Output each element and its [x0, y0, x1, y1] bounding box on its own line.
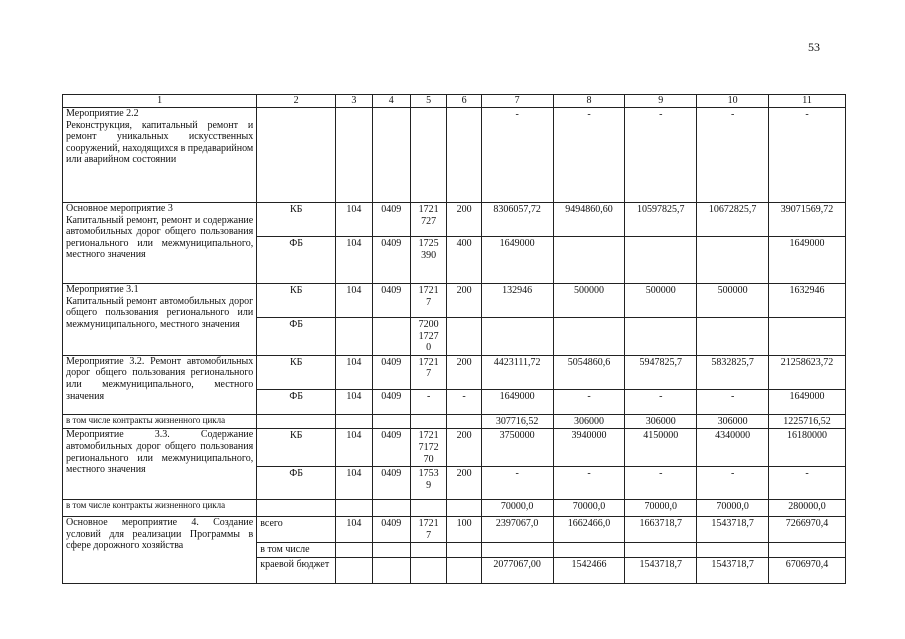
funding-source	[257, 500, 336, 517]
table-row	[63, 284, 846, 318]
cell-grbs: 104	[336, 429, 372, 467]
csr-part: 390	[421, 249, 437, 261]
cell-csr	[410, 318, 446, 356]
funding-source: ФБ	[257, 318, 336, 356]
cell-v9: 10597825,7	[625, 203, 697, 237]
cell-v10: 1543718,7	[697, 517, 769, 543]
funding-source: ФБ	[257, 389, 336, 414]
cell-rz	[372, 558, 410, 584]
cell-v11: 1649000	[769, 389, 846, 414]
cell-rz	[372, 543, 410, 558]
header-cell-3: 3	[336, 95, 372, 108]
cell-csr	[410, 108, 446, 203]
csr-part: 1725	[418, 238, 439, 249]
table-row	[63, 414, 846, 429]
cell-grbs	[336, 318, 372, 356]
cell-vr: 200	[447, 284, 481, 318]
csr-part: 1721	[418, 285, 439, 296]
cell-grbs: 104	[336, 237, 372, 284]
cell-v10: 70000,0	[697, 500, 769, 517]
cell-v8: 9494860,60	[553, 203, 625, 237]
header-cell-6: 6	[447, 95, 481, 108]
cell-v9: 1543718,7	[625, 558, 697, 584]
cell-v9: -	[625, 108, 697, 203]
cell-grbs	[336, 108, 372, 203]
csr-part: 7	[426, 296, 432, 308]
header-cell-8: 8	[553, 95, 625, 108]
cell-csr	[410, 203, 446, 237]
header-cell-5: 5	[410, 95, 446, 108]
cell-v11	[769, 318, 846, 356]
row-name: Мероприятие 3.1 Капитальный ремонт автомобильных дорог общего пользования регионального или межмуниципального, местного значения	[63, 284, 257, 356]
cell-grbs	[336, 500, 372, 517]
budget-table	[62, 94, 846, 584]
funding-source: ФБ	[257, 467, 336, 500]
cell-v8: -	[553, 108, 625, 203]
funding-source: КБ	[257, 429, 336, 467]
cell-vr: 200	[447, 355, 481, 389]
cell-csr	[410, 429, 446, 467]
funding-source: КБ	[257, 355, 336, 389]
cell-csr	[410, 355, 446, 389]
cell-v10: -	[697, 467, 769, 500]
cell-v9: 306000	[625, 414, 697, 429]
cell-csr	[410, 237, 446, 284]
cell-v8: -	[553, 467, 625, 500]
cell-csr	[410, 467, 446, 500]
cell-v10	[697, 237, 769, 284]
cell-csr	[410, 414, 446, 429]
csr-part: 7172	[418, 441, 439, 453]
cell-csr	[410, 543, 446, 558]
cell-grbs: 104	[336, 467, 372, 500]
table-row	[63, 517, 846, 543]
cell-v7: 8306057,72	[481, 203, 553, 237]
cell-v7: 1649000	[481, 389, 553, 414]
cell-v8: 1542466	[553, 558, 625, 584]
cell-v7: 307716,52	[481, 414, 553, 429]
cell-grbs: 104	[336, 389, 372, 414]
csr-part: 1753	[418, 468, 439, 480]
csr-part: 7200	[418, 319, 439, 330]
header-cell-7: 7	[481, 95, 553, 108]
cell-rz: 0409	[372, 203, 410, 237]
funding-source: КБ	[257, 284, 336, 318]
cell-v11: 16180000	[769, 429, 846, 467]
cell-v9: 1663718,7	[625, 517, 697, 543]
cell-v10: 4340000	[697, 429, 769, 467]
cell-v9: 70000,0	[625, 500, 697, 517]
cell-rz	[372, 108, 410, 203]
row-name: Мероприятие 3.3. Содержание автомобильных дорог общего пользования регионального или межмуниципального, местного значения	[63, 429, 257, 500]
cell-vr: -	[447, 389, 481, 414]
cell-v7: 2077067,00	[481, 558, 553, 584]
cell-v7: 4423111,72	[481, 355, 553, 389]
cell-csr: -	[410, 389, 446, 414]
header-cell-10: 10	[697, 95, 769, 108]
cell-vr	[447, 558, 481, 584]
header-cell-11: 11	[769, 95, 846, 108]
cell-v11: 6706970,4	[769, 558, 846, 584]
cell-v10: 1543718,7	[697, 558, 769, 584]
cell-v8	[553, 237, 625, 284]
cell-grbs	[336, 543, 372, 558]
row-name: Мероприятие 2.2 Реконструкция, капитальный ремонт и ремонт уникальных искусственных сооружений, находящихся в предаварийном или аварийном состоянии	[63, 108, 257, 203]
cell-rz: 0409	[372, 467, 410, 500]
csr-part: 1721	[418, 430, 439, 442]
cell-grbs	[336, 558, 372, 584]
cell-v10	[697, 318, 769, 356]
header-cell-2: 2	[257, 95, 336, 108]
cell-v9: 5947825,7	[625, 355, 697, 389]
cell-v7: -	[481, 108, 553, 203]
cell-v9: 4150000	[625, 429, 697, 467]
cell-v9	[625, 237, 697, 284]
csr-part: 7	[426, 368, 432, 380]
cell-v10: 306000	[697, 414, 769, 429]
cell-grbs	[336, 414, 372, 429]
cell-vr: 100	[447, 517, 481, 543]
header-cell-9: 9	[625, 95, 697, 108]
cell-v11: 21258623,72	[769, 355, 846, 389]
cell-v8	[553, 543, 625, 558]
cell-rz: 0409	[372, 429, 410, 467]
cell-v11: 39071569,72	[769, 203, 846, 237]
cell-v11: -	[769, 108, 846, 203]
csr-part: 0	[426, 342, 432, 354]
funding-source: всего	[257, 517, 336, 543]
table-row	[63, 429, 846, 467]
cell-grbs: 104	[336, 203, 372, 237]
funding-source	[257, 414, 336, 429]
cell-v7	[481, 318, 553, 356]
cell-v11: 1225716,52	[769, 414, 846, 429]
csr-part: 727	[421, 215, 437, 227]
cell-grbs: 104	[336, 517, 372, 543]
funding-source: ФБ	[257, 237, 336, 284]
cell-v10: 10672825,7	[697, 203, 769, 237]
cell-v7: 2397067,0	[481, 517, 553, 543]
cell-v7	[481, 543, 553, 558]
cell-csr	[410, 517, 446, 543]
cell-v9: -	[625, 467, 697, 500]
cell-v10: -	[697, 389, 769, 414]
cell-vr: 200	[447, 429, 481, 467]
csr-part: 7	[426, 529, 432, 541]
cell-vr	[447, 414, 481, 429]
csr-part: 1721	[418, 204, 439, 215]
cell-csr	[410, 284, 446, 318]
table-row	[63, 500, 846, 517]
cell-vr	[447, 500, 481, 517]
row-name: Мероприятие 3.2. Ремонт автомобильных дорог общего пользования регионального или межмуниципального, местного значения	[63, 355, 257, 414]
header-row	[63, 95, 846, 108]
cell-rz: 0409	[372, 517, 410, 543]
page-number: 53	[808, 40, 820, 54]
csr-part: 1721	[418, 518, 439, 530]
row-name: в том числе контракты жизненного цикла	[63, 414, 257, 429]
cell-v7: 1649000	[481, 237, 553, 284]
header-cell-4: 4	[372, 95, 410, 108]
cell-v11: -	[769, 467, 846, 500]
csr-part: 1727	[418, 330, 439, 342]
cell-rz	[372, 500, 410, 517]
cell-csr	[410, 558, 446, 584]
cell-v7: -	[481, 467, 553, 500]
cell-v10: 500000	[697, 284, 769, 318]
cell-v11	[769, 543, 846, 558]
cell-rz: 0409	[372, 284, 410, 318]
cell-v8: 500000	[553, 284, 625, 318]
funding-source	[257, 108, 336, 203]
cell-rz	[372, 318, 410, 356]
cell-v8: 306000	[553, 414, 625, 429]
cell-vr: 200	[447, 203, 481, 237]
cell-v10	[697, 543, 769, 558]
table-row	[63, 203, 846, 237]
cell-v8: 1662466,0	[553, 517, 625, 543]
cell-rz	[372, 414, 410, 429]
cell-v10: 5832825,7	[697, 355, 769, 389]
cell-v9: 500000	[625, 284, 697, 318]
cell-v10: -	[697, 108, 769, 203]
cell-v9: -	[625, 389, 697, 414]
cell-rz: 0409	[372, 237, 410, 284]
csr-part: 70	[423, 453, 434, 465]
cell-v11: 1632946	[769, 284, 846, 318]
cell-v7: 3750000	[481, 429, 553, 467]
cell-rz: 0409	[372, 355, 410, 389]
cell-v9	[625, 543, 697, 558]
header-cell-1: 1	[63, 95, 257, 108]
cell-csr	[410, 500, 446, 517]
cell-v7: 70000,0	[481, 500, 553, 517]
table-row	[63, 355, 846, 389]
csr-part: 1721	[418, 356, 439, 368]
cell-grbs: 104	[336, 355, 372, 389]
cell-v8: -	[553, 389, 625, 414]
cell-v11: 280000,0	[769, 500, 846, 517]
cell-v8: 3940000	[553, 429, 625, 467]
cell-v11: 1649000	[769, 237, 846, 284]
cell-grbs: 104	[336, 284, 372, 318]
funding-source: КБ	[257, 203, 336, 237]
cell-v7: 132946	[481, 284, 553, 318]
row-name: Основное мероприятие 4. Создание условий для реализации Программы в сфере дорожного хозяйства	[63, 517, 257, 584]
cell-rz: 0409	[372, 389, 410, 414]
row-name: Основное мероприятие 3 Капитальный ремонт, ремонт и содержание автомобильных дорог общего пользования регионального или межмуниципального, местного значения	[63, 203, 257, 284]
funding-source: в том числе	[257, 543, 336, 558]
funding-source: краевой бюджет	[257, 558, 336, 584]
table-row	[63, 108, 846, 203]
cell-v8: 70000,0	[553, 500, 625, 517]
cell-vr	[447, 543, 481, 558]
cell-v11: 7266970,4	[769, 517, 846, 543]
csr-part: 9	[426, 479, 432, 491]
cell-vr: 200	[447, 467, 481, 500]
cell-vr: 400	[447, 237, 481, 284]
cell-v8	[553, 318, 625, 356]
cell-vr	[447, 108, 481, 203]
cell-v9	[625, 318, 697, 356]
cell-v8: 5054860,6	[553, 355, 625, 389]
cell-vr	[447, 318, 481, 356]
row-name: в том числе контракты жизненного цикла	[63, 500, 257, 517]
